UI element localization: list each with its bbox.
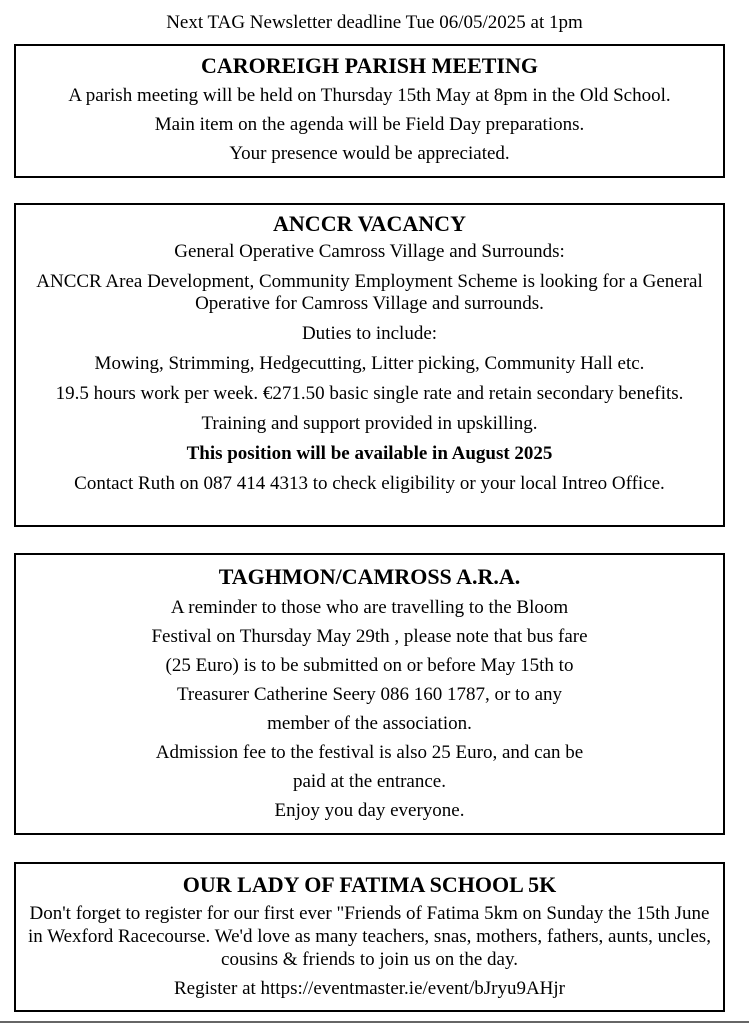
taghmon-ara-line: Enjoy you day everyone.	[274, 800, 465, 821]
parish-meeting-title: CAROREIGH PARISH MEETING	[201, 53, 538, 78]
anccr-vacancy-line: ANCCR Area Development, Community Employment Scheme is looking for a General Operative for Camross Village and surrounds.	[36, 271, 703, 314]
fatima-5k-description: Don't forget to register for our first ever "Friends of Fatima 5km on Sunday the 15th June in Wexford Racecourse. We'd love as many teachers, snas, mothers, fathers, aunts, uncles, cousins & friends to join us on the day.	[28, 903, 711, 970]
anccr-vacancy-availability: This position will be available in August 2025	[186, 443, 553, 464]
anccr-vacancy-line: 19.5 hours work per week. €271.50 basic single rate and retain secondary benefits.	[55, 383, 684, 404]
anccr-vacancy-title: ANCCR VACANCY	[273, 211, 466, 236]
taghmon-ara-line: member of the association.	[267, 713, 472, 734]
taghmon-ara-line: Admission fee to the festival is also 25 Euro, and can be	[155, 742, 584, 763]
parish-meeting-line: Your presence would be appreciated.	[229, 143, 510, 164]
anccr-vacancy-line: Duties to include:	[301, 323, 438, 344]
taghmon-ara-line: (25 Euro) is to be submitted on or before May 15th to	[165, 655, 574, 676]
page-bottom-rule	[0, 1021, 749, 1023]
taghmon-ara-line: Festival on Thursday May 29th , please note that bus fare	[151, 626, 588, 647]
fatima-5k-notice	[14, 862, 725, 1012]
anccr-vacancy-line: Training and support provided in upskilling.	[201, 413, 538, 434]
parish-meeting-line: A parish meeting will be held on Thursday 15th May at 8pm in the Old School.	[68, 85, 671, 106]
taghmon-ara-line: Treasurer Catherine Seery 086 160 1787, or to any	[176, 684, 563, 705]
parish-meeting-line: Main item on the agenda will be Field Day preparations.	[154, 114, 585, 135]
taghmon-ara-line: paid at the entrance.	[293, 771, 446, 792]
taghmon-ara-notice	[14, 553, 725, 835]
taghmon-ara-title: TAGHMON/CAMROSS A.R.A.	[218, 564, 521, 589]
anccr-vacancy-line: General Operative Camross Village and Surrounds:	[174, 241, 565, 262]
newsletter-deadline: Next TAG Newsletter deadline Tue 06/05/2025 at 1pm	[166, 12, 583, 33]
taghmon-ara-line: A reminder to those who are travelling to the Bloom	[170, 597, 569, 618]
anccr-vacancy-contact: Contact Ruth on 087 414 4313 to check eligibility or your local Intreo Office.	[74, 473, 665, 494]
anccr-vacancy-line: Mowing, Strimming, Hedgecutting, Litter picking, Community Hall etc.	[94, 353, 645, 374]
fatima-5k-register-link[interactable]: Register at https://eventmaster.ie/event/bJryu9AHjr	[174, 978, 565, 999]
anccr-vacancy-notice	[14, 203, 725, 527]
parish-meeting-notice	[14, 44, 725, 178]
fatima-5k-title: OUR LADY OF FATIMA SCHOOL 5K	[182, 872, 557, 897]
